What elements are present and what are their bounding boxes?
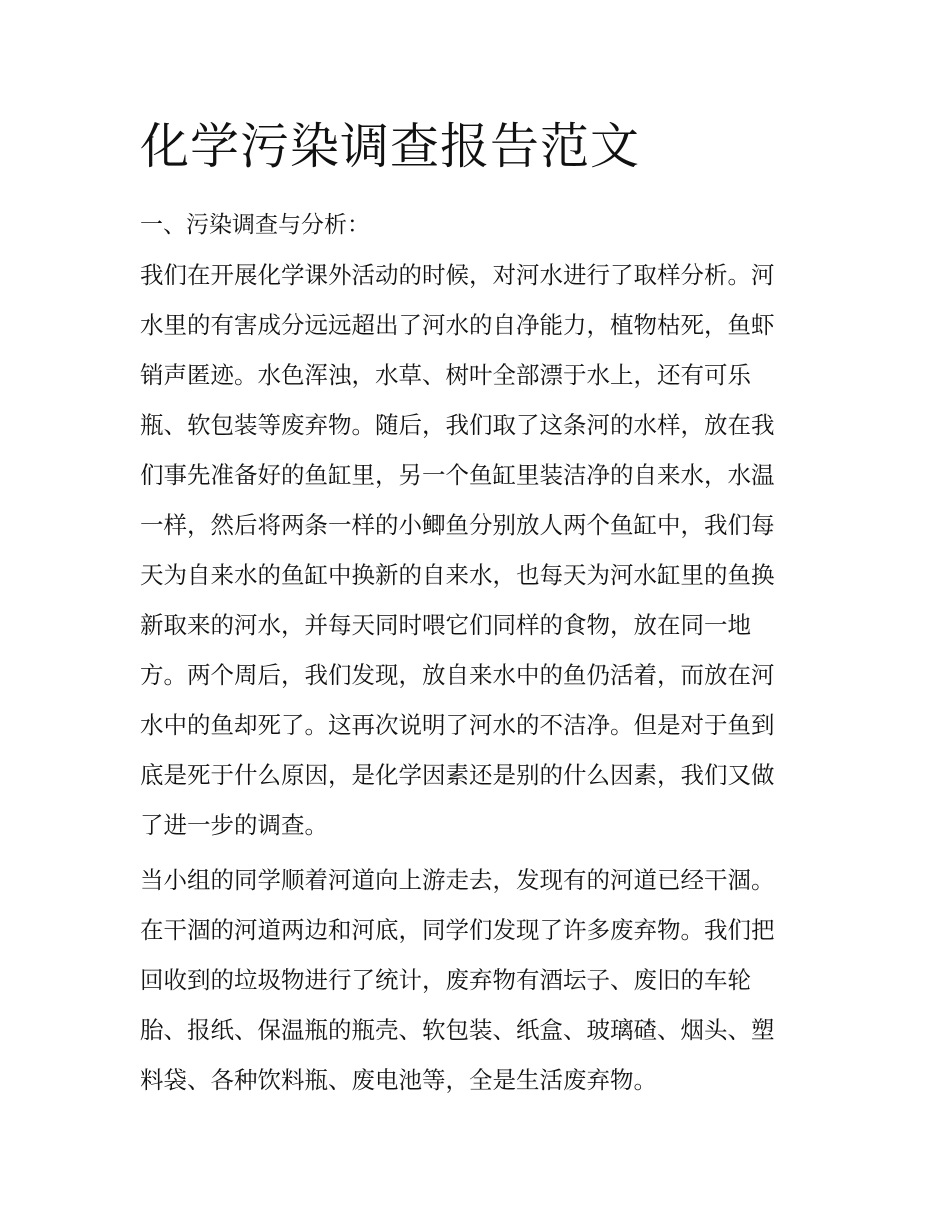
text-line: 瓶、软包装等废弃物。随后，我们取了这条河的水样，放在我: [140, 411, 775, 439]
text-line: 水中的鱼却死了。这再次说明了河水的不洁净。但是对于鱼到: [140, 711, 775, 739]
text-line: 销声匿迹。水色浑浊，水草、树叶全部漂于水上，还有可乐: [140, 361, 751, 389]
text-line: 回收到的垃圾物进行了统计，废弃物有酒坛子、废旧的车轮: [140, 966, 751, 994]
text-line: 们事先准备好的鱼缸里，另一个鱼缸里装洁净的自来水，水温: [140, 461, 775, 489]
text-line: 当小组的同学顺着河道向上游走去，发现有的河道已经干涸。: [140, 866, 775, 894]
page-title: 化学污染调查报告范文: [140, 118, 641, 175]
text-line: 天为自来水的鱼缸中换新的自来水，也每天为河水缸里的鱼换: [140, 561, 775, 589]
text-line: 了进一步的调查。: [140, 811, 328, 839]
text-line: 水里的有害成分远远超出了河水的自净能力，植物枯死，鱼虾: [140, 311, 775, 339]
text-line: 新取来的河水，并每天同时喂它们同样的食物，放在同一地: [140, 611, 751, 639]
text-line: 在干涸的河道两边和河底，同学们发现了许多废弃物。我们把: [140, 916, 775, 944]
text-line: 底是死于什么原因，是化学因素还是别的什么因素，我们又做: [140, 761, 775, 789]
text-line: 一样，然后将两条一样的小鲫鱼分别放人两个鱼缸中，我们每: [140, 511, 775, 539]
section-heading: 一、污染调查与分析：: [140, 212, 370, 238]
text-line: 我们在开展化学课外活动的时候，对河水进行了取样分析。河: [140, 261, 775, 289]
text-line: 胎、报纸、保温瓶的瓶壳、软包装、纸盒、玻璃碴、烟头、塑: [140, 1016, 775, 1044]
text-line: 料袋、各种饮料瓶、废电池等，全是生活废弃物。: [140, 1066, 657, 1094]
text-line: 方。两个周后，我们发现，放自来水中的鱼仍活着，而放在河: [140, 661, 775, 689]
